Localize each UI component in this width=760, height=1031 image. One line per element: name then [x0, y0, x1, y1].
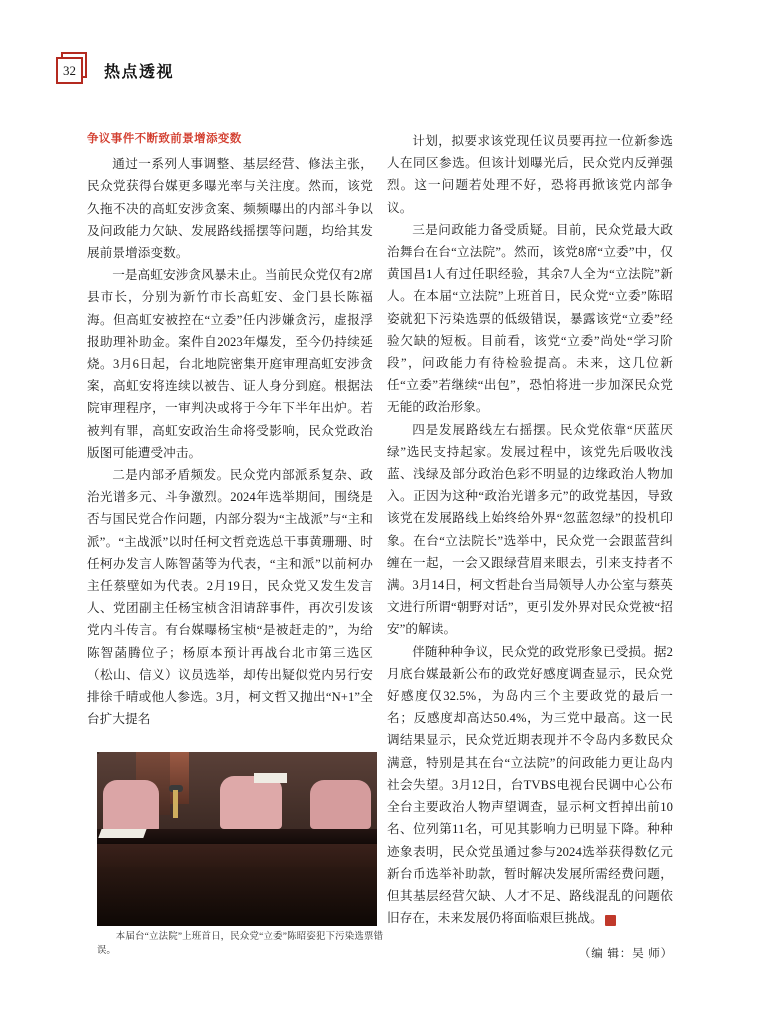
paragraph: 一是高虹安涉贪风暴未止。当前民众党仅有2席县市长，分别为新竹市长高虹安、金门县长陈福海。但高虹安被控在“立委”任内涉嫌贪污，虚报浮报助理补助金。案件自2023年爆发，至今仍持续延烧。3月6日起，台北地院密集开庭审理高虹安涉贪案，高虹安将连续以被告、证人身分到庭。根据法院审理程序，一审判决或将于今年下半年出炉。若被判有罪，高虹安政治生命将受影响，民众党政治版图可能遭受冲击。: [87, 268, 373, 460]
desk-front: [97, 867, 377, 926]
paragraph: 四是发展路线左右摇摆。民众党依靠“厌蓝厌绿”选民支持起家。发展过程中，该党先后吸收浅蓝、浅绿及部分政治色彩不明显的边缘政治人物加入。正因为这种“政治光谱多元”的政党基因，导致该党在发展路线上始终给外界“忽蓝忽绿”的投机印象。在台“立法院长”选举中，民众党一会跟蓝营纠缠在一起，一会又跟绿营眉来眼去，引来支持者不满。3月14日，柯文哲赴台当局领导人办公室与蔡英文进行所谓“朝野对话”，更引发外界对民众党被“招安”的解读。: [387, 422, 673, 637]
paragraph: 三是问政能力备受质疑。目前，民众党最大政治舞台在台“立法院”。然而，该党8席“立委”中，仅黄国昌1人有过任职经验，其余7人全为“立法院”新人。在本届“立法院”上班首日，民众党“立委”陈昭姿就犯下污染选票的低级错误，暴露该党“立委”经验欠缺的短板。目前看，该党“立委”尚处“学习阶段”，问政能力有待检验提高。未来，这几位新任“立委”若继续“出包”，恐怕将进一步加深民众党无能的政治形象。: [387, 222, 673, 415]
paragraph: 计划，拟要求该党现任议员要再拉一位新参选人在同区参选。但该计划曝光后，民众党内反弹强烈。这一问题若处理不好，恐将再掀该党内部争议。: [387, 134, 673, 215]
paragraph-text: 伴随种种争议，民众党的政党形象已受损。据2月底台媒最新公布的政党好感度调查显示，民众党好感度仅32.5%，为岛内三个主要政党的最后一名；反感度却高达50.4%，为三党中最高。这一民调结果显示，民众党近期表现并不令岛内多数民众满意，特别是其在台“立法院”的问政能力更让岛内社会失望。3月12日，台TVBS电视台民调中心公布全台主要政治人物声望调查，显示柯文哲掉出前10名、位列第11名，可见其影响力已明显下降。种种迹象表明，民众党虽通过参与2024选举获得数亿元新台币选举补助款，暂时解决发展所需经费问题，但其基层经营欠缺、人才不足、路线混乱的问题依旧存在，未来发展仍将面临艰巨挑战。: [387, 644, 673, 926]
article-photo: [97, 752, 377, 926]
paragraph: 二是内部矛盾频发。民众党内部派系复杂、政治光谱多元、斗争激烈。2024年选举期间，围绕是否与国民党合作问题，内部分裂为“主战派”与“主和派”。“主战派”以时任柯文哲竞选总干事黄珊珊、时任柯办发言人陈智菡等为代表，“主和派”以前柯办主任蔡壁如为代表。2月19日，民众党又发生发言人、党团副主任杨宝桢含泪请辞事件，再次引发该党内斗传言。有台媒曝杨宝桢“是被赶走的”，为给陈智菡腾位子；杨原本预计再战台北市第三选区（松山、信义）议员选举，却传出疑似党内另行安排徐千晴或他人参选。3月，柯文哲又抛出“N+1”全台扩大提名: [87, 467, 373, 727]
paragraph: 通过一系列人事调整、基层经营、修法主张，民众党获得台媒更多曝光率与关注度。然而，该党久拖不决的高虹安涉贪案、频频曝出的内部斗争以及问政能力欠缺、发展路线摇摆等问题，均给其发展前景增添变数。: [87, 157, 373, 260]
glasses: [97, 752, 99, 754]
paragraph-final: [387, 641, 673, 930]
photo-image: [97, 752, 377, 926]
section-heading: 争议事件不断致前景增添变数: [87, 131, 242, 145]
legislature-chamber-scene: [97, 752, 377, 926]
left-column: [87, 130, 373, 730]
folio-box-frame: [56, 57, 83, 84]
chair: [220, 776, 282, 828]
chair: [103, 780, 159, 832]
photo-caption: 本届台“立法院”上班首日，民众党“立委”陈昭姿犯下污染选票错误。: [97, 932, 383, 956]
folio-box: [56, 56, 84, 84]
page-number: 32: [63, 63, 76, 78]
papers-on-desk: [98, 829, 146, 838]
chair: [310, 780, 372, 829]
page-header: [56, 52, 696, 92]
page-title: 热点透视: [104, 62, 175, 81]
end-of-article-seal-icon: ❖: [605, 915, 616, 926]
right-column: [387, 130, 673, 961]
microphone-stand: [173, 790, 179, 818]
papers-on-desk: [254, 773, 288, 783]
editor-byline: （编 辑：吴 师）: [578, 947, 673, 961]
